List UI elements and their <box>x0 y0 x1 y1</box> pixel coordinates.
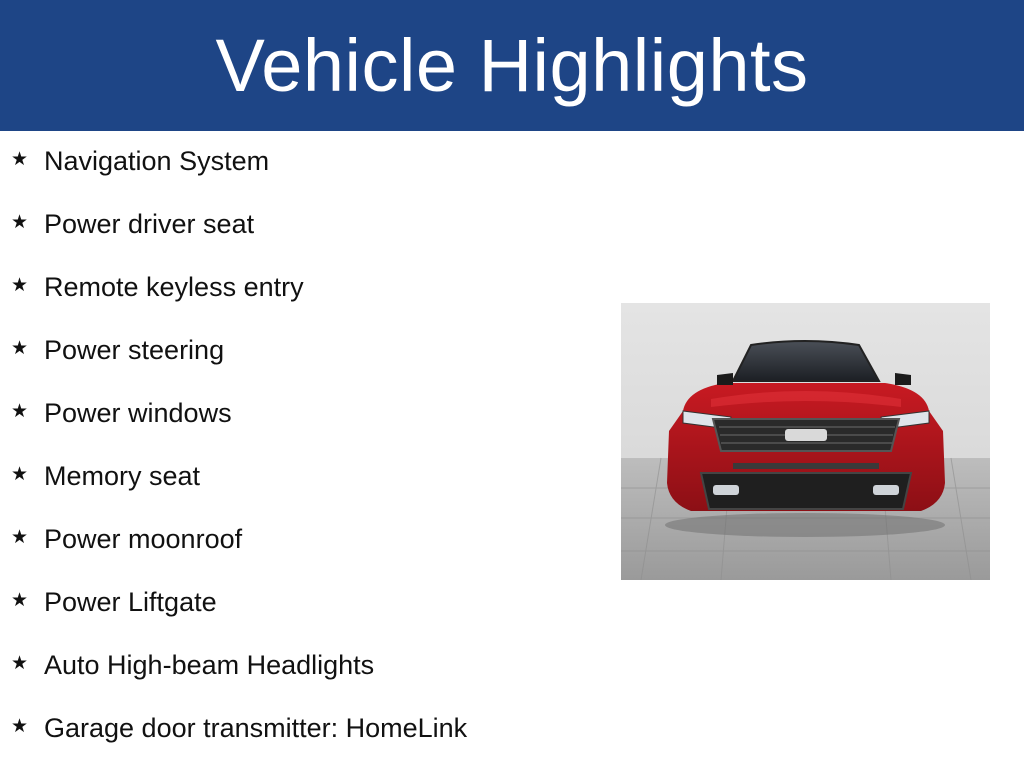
highlight-label: Power Liftgate <box>44 587 217 617</box>
header-banner <box>0 0 1024 131</box>
star-icon: ★ <box>11 464 29 485</box>
vehicle-photo <box>621 303 990 580</box>
page-title: Vehicle Highlights <box>215 24 809 107</box>
list-item <box>0 320 600 383</box>
list-item <box>0 257 600 320</box>
highlight-label: Power driver seat <box>44 209 255 239</box>
highlight-label: Power steering <box>44 335 225 365</box>
highlight-label: Power moonroof <box>44 524 243 554</box>
highlight-label: Power windows <box>44 398 232 428</box>
highlight-label: Garage door transmitter: HomeLink <box>44 713 468 743</box>
list-item <box>0 635 600 698</box>
highlight-label: Auto High-beam Headlights <box>44 650 375 680</box>
highlight-label: Navigation System <box>44 146 270 176</box>
star-icon: ★ <box>11 401 29 422</box>
list-item <box>0 446 600 509</box>
star-icon: ★ <box>11 275 29 296</box>
star-icon: ★ <box>11 212 29 233</box>
list-item <box>0 698 600 761</box>
star-icon: ★ <box>11 338 29 359</box>
list-item <box>0 572 600 635</box>
highlight-label: Memory seat <box>44 461 201 491</box>
list-item <box>0 383 600 446</box>
list-item <box>0 509 600 572</box>
star-icon: ★ <box>11 653 29 674</box>
star-icon: ★ <box>11 149 29 170</box>
list-item <box>0 131 600 194</box>
star-icon: ★ <box>11 716 29 737</box>
star-icon: ★ <box>11 527 29 548</box>
list-item <box>0 194 600 257</box>
star-icon: ★ <box>11 590 29 611</box>
highlight-label: Remote keyless entry <box>44 272 304 302</box>
